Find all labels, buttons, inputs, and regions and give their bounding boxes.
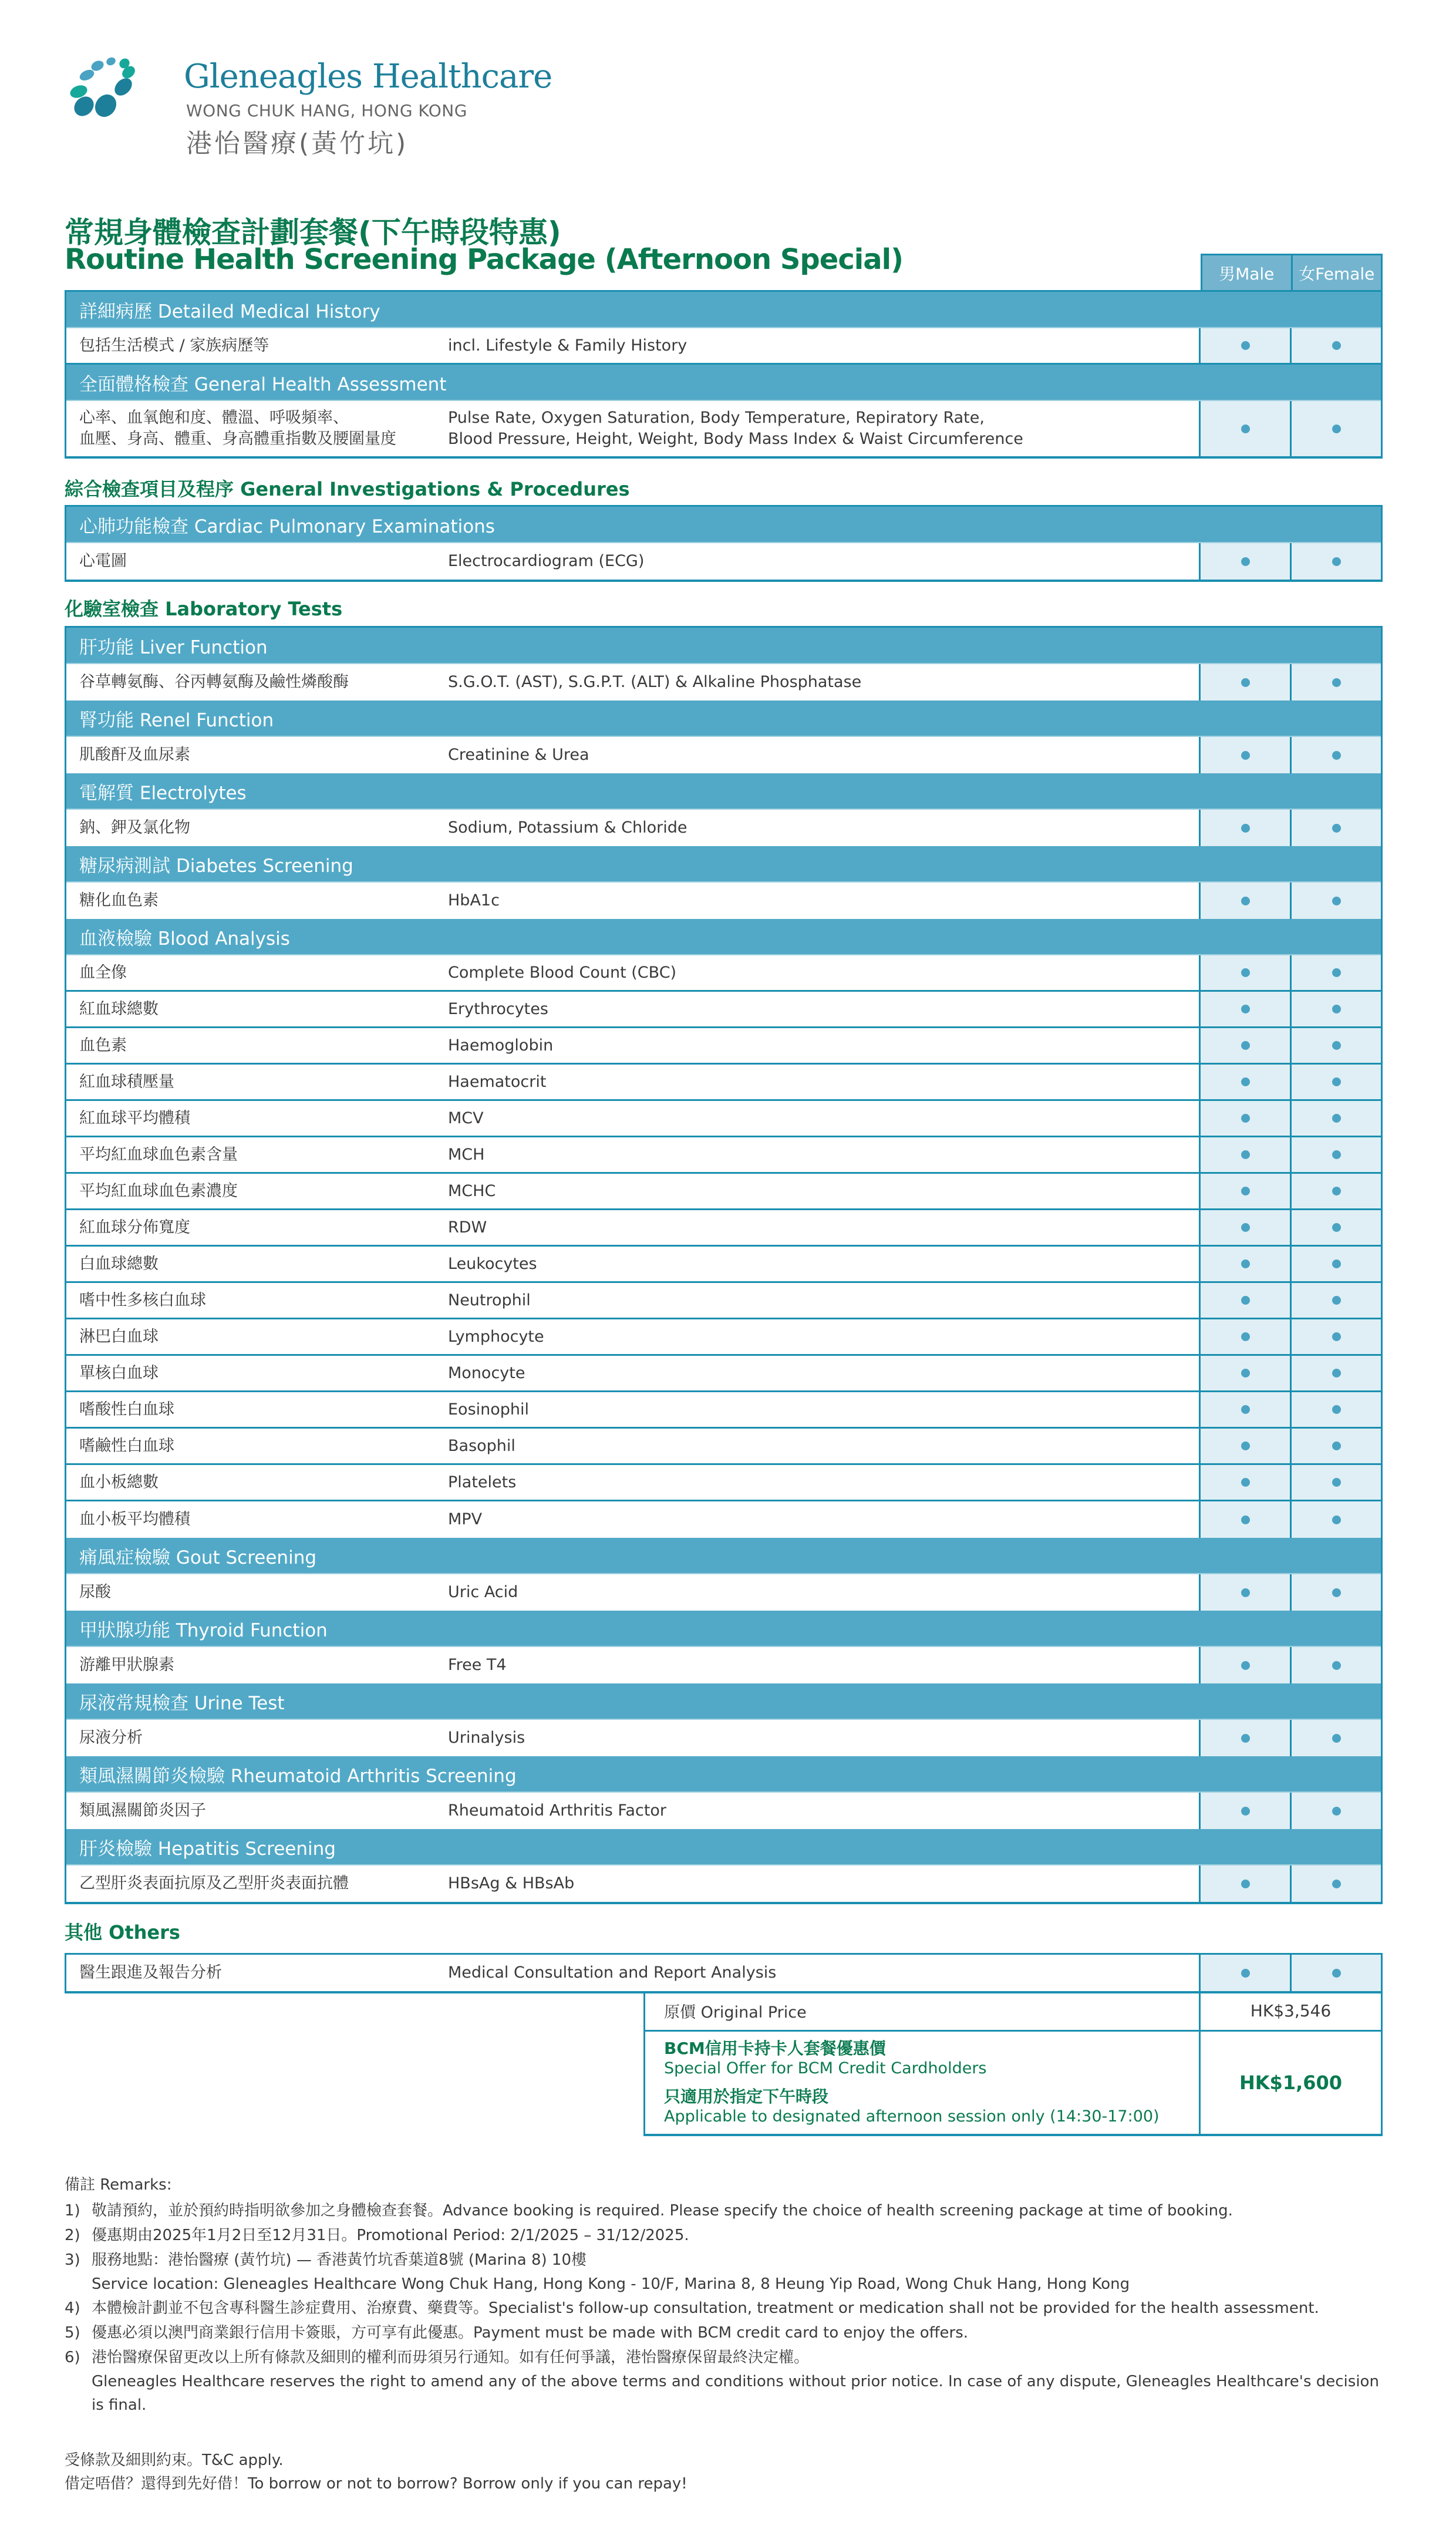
- table-row: [66, 1283, 1381, 1319]
- female-check: [1290, 1101, 1381, 1136]
- group-header: 痛風症檢驗 Gout Screening: [66, 1538, 1381, 1574]
- included-dot-icon: [1241, 1478, 1250, 1487]
- female-check: [1290, 1319, 1381, 1354]
- female-check: [1290, 992, 1381, 1026]
- included-dot-icon: [1241, 1005, 1250, 1013]
- item-zh-line2: 血壓、身高、體重、身高體重指數及腰圍量度: [79, 430, 396, 448]
- item-en: Erythrocytes: [448, 999, 548, 1018]
- item-zh: 類風濕關節炎因子: [79, 1801, 206, 1820]
- table-row: [66, 883, 1381, 919]
- male-check: [1199, 1465, 1290, 1500]
- section-title: 其他 Others: [65, 1921, 180, 1944]
- group-header: 肝炎檢驗 Hepatitis Screening: [66, 1829, 1381, 1865]
- male-check: [1199, 883, 1290, 919]
- included-dot-icon: [1241, 1041, 1250, 1050]
- session-zh: 只適用於指定下午時段: [664, 2087, 829, 2106]
- included-dot-icon: [1241, 1077, 1250, 1086]
- group-header: 心肺功能檢查 Cardiac Pulmonary Examinations: [66, 507, 1381, 543]
- male-check: [1199, 328, 1290, 363]
- table-row: [66, 543, 1381, 580]
- item-zh: 血色素: [79, 1036, 127, 1055]
- included-dot-icon: [1332, 751, 1341, 760]
- item-zh: 單核白血球: [79, 1363, 159, 1382]
- original-price-value-text: HK$3,546: [1250, 2001, 1332, 2020]
- included-dot-icon: [1241, 1150, 1250, 1159]
- item-en: Haematocrit: [448, 1072, 547, 1091]
- item-zh: 尿酸: [79, 1583, 111, 1601]
- logo-dots-icon: [56, 56, 173, 121]
- included-dot-icon: [1241, 1223, 1250, 1232]
- footer: [65, 2449, 687, 2496]
- remarks: [65, 2173, 1386, 2417]
- item-en: Haemoglobin: [448, 1036, 554, 1055]
- included-dot-icon: [1332, 1296, 1341, 1305]
- item-zh: 糖化血色素: [79, 891, 159, 910]
- table-row: [66, 1793, 1381, 1829]
- included-dot-icon: [1241, 425, 1250, 433]
- female-check: [1290, 1429, 1381, 1463]
- remark-text: 服務地點：港怡醫療 (黃竹坑) — 香港黃竹坑香葉道8號 (Marina 8) 10樓: [92, 2251, 587, 2269]
- included-dot-icon: [1332, 1442, 1341, 1450]
- included-dot-icon: [1241, 341, 1250, 350]
- item-en: Electrocardiogram (ECG): [448, 552, 645, 570]
- item-zh: 平均紅血球血色素濃度: [79, 1181, 238, 1200]
- table-row: [66, 1210, 1381, 1247]
- male-check: [1199, 1392, 1290, 1427]
- included-dot-icon: [1332, 1516, 1341, 1524]
- offer-en: Special Offer for BCM Credit Cardholders: [664, 2059, 987, 2077]
- table-row: [66, 1392, 1381, 1429]
- male-check: [1199, 1429, 1290, 1463]
- included-dot-icon: [1332, 678, 1341, 687]
- male-check: [1199, 1574, 1290, 1611]
- male-check: [1199, 810, 1290, 846]
- included-dot-icon: [1332, 1588, 1341, 1597]
- female-check: [1290, 1720, 1381, 1756]
- table-row: [66, 955, 1381, 992]
- item-zh: 血全像: [79, 963, 127, 982]
- included-dot-icon: [1332, 897, 1341, 905]
- included-dot-icon: [1332, 1734, 1341, 1743]
- remark-item: [65, 2248, 1386, 2272]
- remark-number: 2): [65, 2227, 80, 2244]
- remark-item: [65, 2223, 1386, 2248]
- remark-item: [65, 2198, 1386, 2223]
- included-dot-icon: [1332, 1969, 1341, 1978]
- female-check: [1290, 1247, 1381, 1281]
- male-check: [1199, 1319, 1290, 1354]
- included-dot-icon: [1332, 968, 1341, 977]
- item-en: Urinalysis: [448, 1729, 525, 1747]
- female-check: [1290, 1392, 1381, 1427]
- included-dot-icon: [1241, 1187, 1250, 1195]
- table-row: [66, 810, 1381, 846]
- male-check: [1199, 1647, 1290, 1683]
- group-header: 詳細病歷 Detailed Medical History: [66, 292, 1381, 328]
- item-en: Rheumatoid Arthritis Factor: [448, 1801, 667, 1820]
- item-en: Free T4: [448, 1656, 507, 1674]
- item-en: [448, 401, 1199, 456]
- included-dot-icon: [1241, 968, 1250, 977]
- borrow-warning: 借定唔借？還得到先好借！To borrow or not to borrow? Borrow only if you can repay!: [65, 2475, 687, 2493]
- item-en: MCV: [448, 1109, 484, 1127]
- logo-location: WONG CHUK HANG, HONG KONG: [186, 101, 467, 120]
- included-dot-icon: [1241, 1296, 1250, 1305]
- included-dot-icon: [1332, 1005, 1341, 1013]
- item-en: MCHC: [448, 1181, 496, 1200]
- original-price-label-text: 原價 Original Price: [664, 2003, 807, 2022]
- male-check: [1199, 1720, 1290, 1756]
- remark-item: [65, 2321, 1386, 2345]
- item-zh: 尿液分析: [79, 1729, 143, 1747]
- item-en: Basophil: [448, 1436, 515, 1455]
- group-header: 血液檢驗 Blood Analysis: [66, 919, 1381, 955]
- included-dot-icon: [1332, 1259, 1341, 1268]
- included-dot-icon: [1332, 425, 1341, 433]
- page-title-en: Routine Health Screening Package (Afternoon Special): [65, 243, 904, 276]
- female-check: [1290, 955, 1381, 990]
- included-dot-icon: [1332, 1661, 1341, 1670]
- table-row: [66, 1065, 1381, 1101]
- included-dot-icon: [1241, 1661, 1250, 1670]
- item-zh: 嗜中性多核白血球: [79, 1291, 206, 1309]
- item-zh: 平均紅血球血色素含量: [79, 1145, 238, 1164]
- male-check: [1199, 664, 1290, 701]
- table-row: [66, 1955, 1381, 1991]
- item-en: Sodium, Potassium & Chloride: [448, 819, 687, 837]
- female-check: [1290, 1356, 1381, 1390]
- male-check: [1199, 1137, 1290, 1172]
- female-check: [1290, 1465, 1381, 1500]
- included-dot-icon: [1241, 1588, 1250, 1597]
- male-check: [1199, 543, 1290, 580]
- included-dot-icon: [1332, 1223, 1341, 1232]
- remark-number: 5): [65, 2324, 80, 2342]
- group-header: 尿液常規檢查 Urine Test: [66, 1683, 1381, 1720]
- male-check: [1199, 1865, 1290, 1902]
- included-dot-icon: [1241, 1369, 1250, 1378]
- female-check: [1290, 1174, 1381, 1208]
- table-row: [66, 992, 1381, 1028]
- item-en: Leukocytes: [448, 1254, 537, 1273]
- table-row: [66, 1720, 1381, 1756]
- female-check: [1290, 1574, 1381, 1611]
- group-header: 電解質 Electrolytes: [66, 773, 1381, 810]
- item-zh: 白血球總數: [79, 1254, 159, 1273]
- male-check: [1199, 1065, 1290, 1099]
- table-row: [66, 1174, 1381, 1210]
- item-zh: 血小板總數: [79, 1473, 159, 1491]
- included-dot-icon: [1332, 824, 1341, 833]
- section-title: 化驗室檢查 Laboratory Tests: [65, 598, 343, 620]
- male-check: [1199, 1028, 1290, 1063]
- female-check: [1290, 1793, 1381, 1829]
- included-dot-icon: [1241, 1807, 1250, 1816]
- group-header: 肝功能 Liver Function: [66, 628, 1381, 664]
- others-table: [65, 1953, 1383, 1993]
- included-dot-icon: [1241, 1259, 1250, 1268]
- table-row: [66, 1247, 1381, 1283]
- remark-text: 本體檢計劃並不包含專科醫生診症費用、治療費、藥費等。Specialist's follow-up consultation, treatment or medication shall not be provided for the health assessment.: [92, 2299, 1319, 2317]
- item-zh: 鈉、鉀及氯化物: [79, 819, 190, 837]
- session-en: Applicable to designated afternoon session only (14:30-17:00): [664, 2107, 1160, 2126]
- remark-text: 敬請預約，並於預約時指明欲參加之身體檢查套餐。Advance booking is required. Please specify the choice of health screening package at time of booking.: [92, 2202, 1233, 2220]
- male-check: [1199, 1955, 1290, 1991]
- included-dot-icon: [1332, 1332, 1341, 1341]
- table-row: [66, 1429, 1381, 1465]
- item-zh: 淋巴白血球: [79, 1327, 159, 1346]
- item-en: Medical Consultation and Report Analysis: [448, 1964, 777, 1982]
- male-check: [1199, 1174, 1290, 1208]
- included-dot-icon: [1241, 1332, 1250, 1341]
- included-dot-icon: [1241, 1442, 1250, 1450]
- female-check: [1290, 401, 1381, 456]
- item-zh: [66, 401, 448, 456]
- item-en-line1: Pulse Rate, Oxygen Saturation, Body Temperature, Repiratory Rate,: [448, 409, 985, 427]
- female-check: [1290, 737, 1381, 773]
- item-zh: 嗜酸性白血球: [79, 1400, 174, 1419]
- item-zh-line1: 心率、血氧飽和度、體溫、呼吸頻率、: [79, 409, 349, 427]
- included-dot-icon: [1241, 1880, 1250, 1888]
- group-header: 糖尿病測試 Diabetes Screening: [66, 846, 1381, 883]
- item-zh: 紅血球分佈寬度: [79, 1218, 190, 1237]
- table-row: [66, 1101, 1381, 1137]
- table-row: [66, 1137, 1381, 1174]
- laboratory-tests-table: [65, 626, 1383, 1904]
- section-title: 綜合檢查項目及程序 General Investigations & Procedures: [65, 478, 630, 500]
- female-check: [1290, 1955, 1381, 1991]
- female-check: [1290, 543, 1381, 580]
- table-row: [66, 328, 1381, 365]
- item-zh: 嗜鹼性白血球: [79, 1436, 174, 1455]
- item-en: Neutrophil: [448, 1291, 531, 1309]
- table-row: [66, 401, 1381, 456]
- included-dot-icon: [1241, 557, 1250, 566]
- history-assessment-table: [65, 290, 1383, 459]
- male-column-header: 男Male: [1219, 264, 1275, 284]
- male-check: [1199, 1210, 1290, 1245]
- item-en: incl. Lifestyle & Family History: [448, 336, 687, 355]
- included-dot-icon: [1332, 1880, 1341, 1888]
- remark-text-continued: Gleneagles Healthcare reserves the right to amend any of the above terms and conditions without prior notice. In case of any dispute, Gleneagles Healthcare's decision is final.: [92, 2373, 1379, 2414]
- included-dot-icon: [1241, 1734, 1250, 1743]
- included-dot-icon: [1241, 1969, 1250, 1978]
- remark-number: 4): [65, 2299, 80, 2317]
- male-check: [1199, 955, 1290, 990]
- remarks-title: 備註 Remarks:: [65, 2176, 172, 2194]
- included-dot-icon: [1241, 824, 1250, 833]
- remark-text-continued: Service location: Gleneagles Healthcare Wong Chuk Hang, Hong Kong - 10/F, Marina 8, 8 Heung Yip Road, Wong Chuk Hang, Hong Kong: [92, 2275, 1130, 2293]
- logo-name: Gleneagles Healthcare: [184, 58, 552, 96]
- gleneagles-logo: [56, 56, 584, 168]
- item-zh: 血小板平均體積: [79, 1510, 190, 1528]
- item-zh: 紅血球積壓量: [79, 1072, 174, 1091]
- included-dot-icon: [1332, 1114, 1341, 1123]
- included-dot-icon: [1241, 678, 1250, 687]
- original-price-row: [645, 1992, 1381, 2032]
- table-row: [66, 1028, 1381, 1065]
- included-dot-icon: [1332, 341, 1341, 350]
- remark-number: 3): [65, 2251, 80, 2269]
- remark-item: [65, 2345, 1386, 2370]
- group-header: 甲狀腺功能 Thyroid Function: [66, 1611, 1381, 1647]
- item-zh: 紅血球總數: [79, 999, 159, 1018]
- included-dot-icon: [1332, 1150, 1341, 1159]
- item-en: HbA1c: [448, 891, 500, 910]
- included-dot-icon: [1241, 1516, 1250, 1524]
- male-check: [1199, 992, 1290, 1026]
- pricing-table: [643, 1992, 1383, 2136]
- group-header: 類風濕關節炎檢驗 Rheumatoid Arthritis Screening: [66, 1756, 1381, 1793]
- male-check: [1199, 737, 1290, 773]
- item-zh: 谷草轉氨酶、谷丙轉氨酶及鹼性燐酸酶: [79, 673, 349, 691]
- table-row: [66, 1356, 1381, 1392]
- male-check: [1199, 401, 1290, 456]
- table-row: [66, 737, 1381, 773]
- item-en: Platelets: [448, 1473, 517, 1491]
- female-check: [1290, 1865, 1381, 1902]
- remark-item: [65, 2296, 1386, 2321]
- female-check: [1290, 664, 1381, 701]
- included-dot-icon: [1332, 1369, 1341, 1378]
- remark-number: 6): [65, 2349, 80, 2366]
- included-dot-icon: [1241, 751, 1250, 760]
- logo-name-zh: 港怡醫療(黃竹坑): [186, 129, 409, 159]
- item-en: Complete Blood Count (CBC): [448, 963, 677, 982]
- included-dot-icon: [1332, 1187, 1341, 1195]
- female-check: [1290, 883, 1381, 919]
- item-en: S.G.O.T. (AST), S.G.P.T. (ALT) & Alkaline Phosphatase: [448, 673, 862, 691]
- table-row: [66, 1647, 1381, 1683]
- item-en: Lymphocyte: [448, 1327, 544, 1346]
- group-header: 腎功能 Renel Function: [66, 701, 1381, 737]
- offer-price-value: [1199, 2032, 1381, 2134]
- item-en: MCH: [448, 1145, 485, 1164]
- male-check: [1199, 1501, 1290, 1538]
- female-check: [1290, 1137, 1381, 1172]
- group-header: 全面體格檢查 General Health Assessment: [66, 365, 1381, 401]
- table-row: [66, 1319, 1381, 1356]
- female-check: [1290, 1647, 1381, 1683]
- offer-label: [645, 2032, 1199, 2134]
- item-en: HBsAg & HBsAb: [448, 1874, 575, 1892]
- original-price-label: [645, 1992, 1199, 2030]
- table-row: [66, 664, 1381, 701]
- page-title-zh: 常規身體檢查計劃套餐(下午時段特惠): [65, 215, 561, 250]
- item-zh: 乙型肝炎表面抗原及乙型肝炎表面抗體: [79, 1874, 349, 1892]
- included-dot-icon: [1241, 1114, 1250, 1123]
- female-check: [1290, 328, 1381, 363]
- included-dot-icon: [1332, 1807, 1341, 1816]
- item-zh: 游離甲狀腺素: [79, 1656, 174, 1674]
- item-en: RDW: [448, 1218, 487, 1237]
- remark-text: 優惠期由2025年1月2日至12月31日。Promotional Period: 2/1/2025 – 31/12/2025.: [92, 2227, 689, 2244]
- table-row: [66, 1465, 1381, 1501]
- item-en: MPV: [448, 1510, 483, 1528]
- included-dot-icon: [1241, 1405, 1250, 1414]
- item-en: Monocyte: [448, 1363, 525, 1382]
- table-row: [66, 1501, 1381, 1538]
- male-check: [1199, 1356, 1290, 1390]
- male-check: [1199, 1283, 1290, 1318]
- table-row: [66, 1574, 1381, 1611]
- male-check: [1199, 1247, 1290, 1281]
- female-check: [1290, 1065, 1381, 1099]
- item-zh: 包括生活模式 / 家族病歷等: [79, 336, 269, 355]
- item-zh: 肌酸酐及血尿素: [79, 746, 190, 764]
- included-dot-icon: [1332, 1478, 1341, 1487]
- original-price-value: [1199, 1992, 1381, 2030]
- item-zh: 心電圖: [79, 552, 127, 570]
- female-check: [1290, 810, 1381, 846]
- cardiac-table: [65, 505, 1383, 582]
- offer-price-row: [645, 2032, 1381, 2134]
- female-check: [1290, 1501, 1381, 1538]
- offer-price-value-text: HK$1,600: [1239, 2072, 1343, 2094]
- included-dot-icon: [1332, 1041, 1341, 1050]
- offer-zh: BCM信用卡持卡人套餐優惠價: [664, 2039, 886, 2058]
- included-dot-icon: [1332, 557, 1341, 566]
- included-dot-icon: [1332, 1405, 1341, 1414]
- male-check: [1199, 1793, 1290, 1829]
- item-en: Uric Acid: [448, 1583, 518, 1601]
- item-zh: 醫生跟進及報告分析: [79, 1964, 222, 1982]
- included-dot-icon: [1332, 1077, 1341, 1086]
- remark-text: 港怡醫療保留更改以上所有條款及細則的權利而毋須另行通知。如有任何爭議，港怡醫療保留最終決定權。: [92, 2349, 810, 2366]
- female-check: [1290, 1028, 1381, 1063]
- item-en: Eosinophil: [448, 1400, 530, 1419]
- remark-number: 1): [65, 2202, 80, 2220]
- tc-apply: 受條款及細則約束。T&C apply.: [65, 2451, 284, 2469]
- item-zh: 紅血球平均體積: [79, 1109, 190, 1127]
- male-check: [1199, 1101, 1290, 1136]
- table-row: [66, 1865, 1381, 1902]
- gender-column-header: [1201, 254, 1383, 290]
- item-en: Creatinine & Urea: [448, 746, 589, 764]
- included-dot-icon: [1241, 897, 1250, 905]
- remark-text: 優惠必須以澳門商業銀行信用卡簽賬，方可享有此優惠。Payment must be made with BCM credit card to enjoy the offers.: [92, 2324, 969, 2342]
- female-column-header: 女Female: [1291, 255, 1381, 290]
- female-check: [1290, 1283, 1381, 1318]
- female-check: [1290, 1210, 1381, 1245]
- item-en-line2: Blood Pressure, Height, Weight, Body Mass Index & Waist Circumference: [448, 430, 1023, 448]
